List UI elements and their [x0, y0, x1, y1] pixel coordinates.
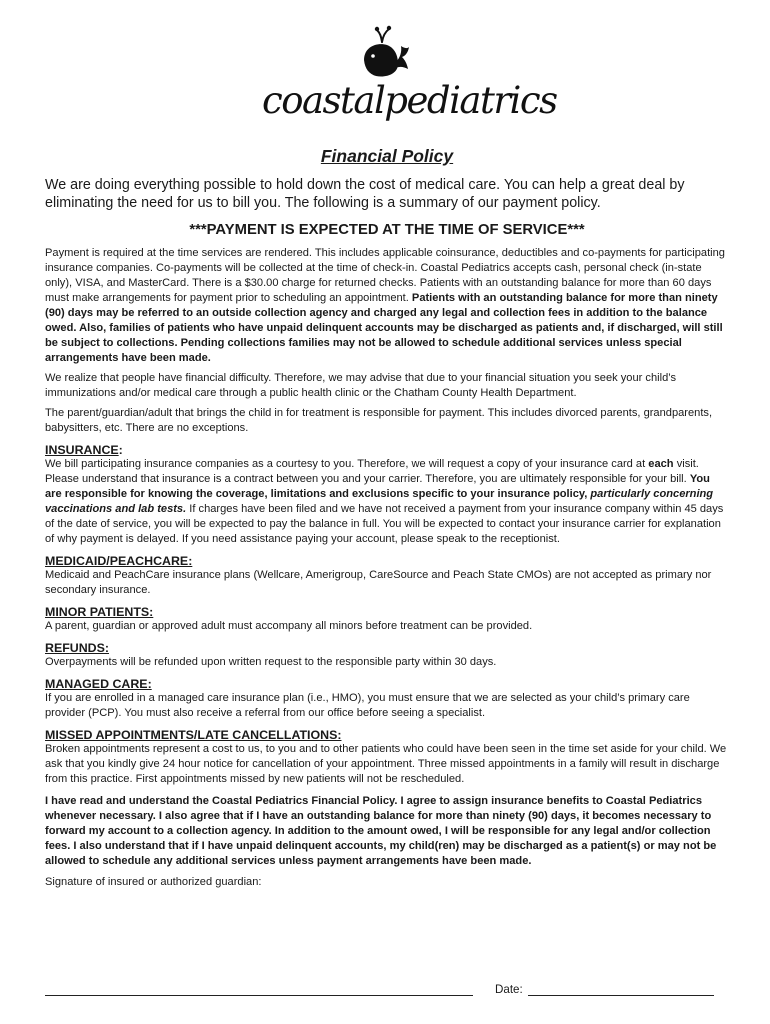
managed-care-heading: MANAGED CARE:	[45, 677, 152, 691]
medicaid-heading: MEDICAID/PEACHCARE:	[45, 554, 193, 568]
financial-policy-document	[45, 146, 729, 890]
missed-appointments-heading: MISSED APPOINTMENTS/LATE CANCELLATIONS:	[45, 728, 342, 742]
intro-text: We are doing everything possible to hold down the cost of medical care. You can help a great deal by eliminating the need for us to bill you. The following is a summary of our payment policy.	[45, 177, 685, 211]
minor-patients-heading: MINOR PATIENTS:	[45, 605, 154, 619]
medicaid-text: Medicaid and PeachCare insurance plans (Wellcare, Amerigroup, CareSource and Peach State CMOs) are not accepted as primary nor secondary insurance.	[45, 569, 712, 596]
coastal-pediatrics-logo	[262, 20, 557, 130]
financial-difficulty-paragraph: We realize that people have financial difficulty. Therefore, we may advise that due to your financial situation you seek your child’s immunizations and/or medical care through a public health clinic or the Chatham County Health Department.	[45, 372, 677, 399]
signature-line[interactable]	[45, 995, 473, 996]
responsible-party-paragraph: The parent/guardian/adult that brings the child in for treatment is responsible for payment. This includes divorced parents, grandparents, babysitters, etc. There are no exceptions.	[45, 407, 713, 434]
missed-appointments-text: Broken appointments represent a cost to us, to you and to other patients who could have been seen in the time set aside for your child. We ask that you kindly give 24 hour notice for cancellation of your appointment. Three missed appointments in a family will result in discharge from this practice. First appointments missed by new patients will not be rescheduled.	[45, 743, 727, 785]
agreement-text: I have read and understand the Coastal Pediatrics Financial Policy. I agree to assign insurance benefits to Coastal Pediatrics whenever necessary. I also agree that if I have an outstanding balance for more than ninety (90) days, it becomes necessary to forward my account to a collection agency. In addition to the amount owed, I will be responsible for any legal and/or collection fees. I also understand that if I have unpaid delinquent accounts, my child(ren) may be discharged as a patient(s) or may not be allowed to schedule any additional services unless payment arrangements have been made.	[45, 795, 717, 867]
managed-care-text: If you are enrolled in a managed care insurance plan (i.e., HMO), you must ensure that we are selected as your child’s primary care provider (PCP). You must also receive a referral from our office before seeing a specialist.	[45, 692, 690, 719]
payment-heading: ***PAYMENT IS EXPECTED AT THE TIME OF SERVICE***	[189, 222, 585, 238]
date-line[interactable]	[528, 995, 714, 996]
date-label: Date:	[495, 983, 523, 996]
insurance-text: We bill participating insurance companies as a courtesy to you. Therefore, we will request a copy of your insurance card at each visit. Please understand that insurance is a contract between you and your carrier. Therefore, you are ultimately responsible for your bill. You are responsible for knowing the coverage, limitations and exclusions specific to your insurance policy, particularly concerning vaccinations and lab tests. If charges have been filed and we have not received a payment from your insurance company within 45 days of the date of service, you will be expected to pay the balance in full. You will be expected to contact your insurance carrier for explanation of why payment is delayed. If you need assistance paying your account, please speak to the receptionist.	[45, 458, 724, 545]
signature-label: Signature of insured or authorized guardian:	[45, 876, 262, 888]
insurance-heading: INSURANCE:	[45, 443, 123, 457]
refunds-text: Overpayments will be refunded upon written request to the responsible party within 30 days.	[45, 656, 497, 668]
whale-icon	[360, 24, 410, 80]
brand-wordmark: coastalpediatrics	[262, 79, 557, 122]
refunds-heading: REFUNDS:	[45, 641, 110, 655]
page-title: Financial Policy	[320, 146, 454, 166]
minor-patients-text: A parent, guardian or approved adult must accompany all minors before treatment can be provided.	[45, 620, 533, 632]
payment-paragraph: Payment is required at the time services are rendered. This includes applicable coinsurance, deductibles and co-payments for participating insurance companies. Co-payments will be collected at the time of check-in. Coastal Pediatrics accepts cash, personal check (in-state only), VISA, and MasterCard. There is a $30.00 charge for returned checks. Patients with an outstanding balance for more than 60 days must make arrangements for payment prior to scheduling an appointment. Patients with an outstanding balance for more than ninety (90) days may be referred to an outside collection agency and charged any legal and collection fees in addition to the balance owed. Also, families of patients who have unpaid delinquent accounts may be discharged as patients and, if discharged, will still be subject to collections. Pending collections families may not be allowed to schedule additional services unless special arrangements have been made.	[45, 247, 725, 364]
